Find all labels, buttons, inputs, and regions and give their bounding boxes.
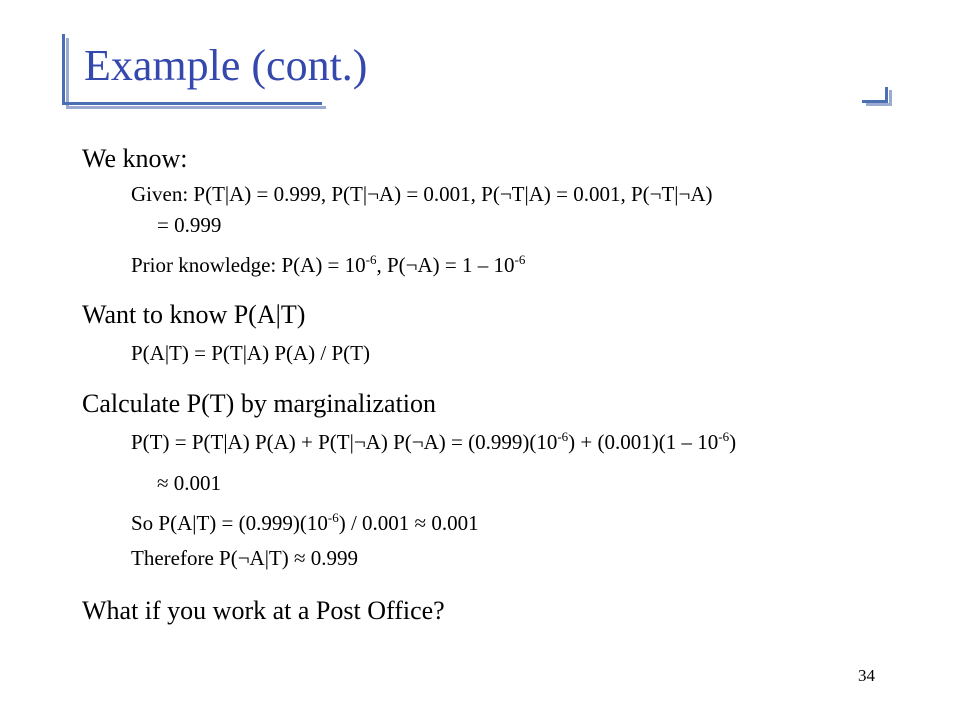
title-bracket-shadow <box>66 38 69 109</box>
prior-text-b: , P(¬A) = 1 – 10 <box>376 253 515 277</box>
so-text-b: ) / 0.001 ≈ 0.001 <box>338 511 479 535</box>
prior-exponent-2: -6 <box>514 252 526 267</box>
marg-text-c: ) <box>729 430 737 454</box>
marg-text-a: P(T) = P(T|A) P(A) + P(T|¬A) P(¬A) = (0.999)(10 <box>131 430 558 454</box>
bayes-line: P(A|T) = P(T|A) P(A) / P(T) <box>131 341 370 365</box>
bullet-post-office: What if you work at a Post Office? <box>82 596 445 625</box>
title-bracket <box>62 34 65 105</box>
marginalization-line <box>131 430 736 455</box>
bullet-want-to-know: Want to know P(A|T) <box>82 300 306 329</box>
so-exponent: -6 <box>327 510 339 525</box>
title-bracket-foot <box>62 102 322 105</box>
marg-exponent-2: -6 <box>718 429 730 444</box>
therefore-line: Therefore P(¬A|T) ≈ 0.999 <box>131 546 359 570</box>
slide-title: Example (cont.) <box>84 41 368 90</box>
prior-exponent-1: -6 <box>365 252 377 267</box>
page-number: 34 <box>858 666 875 685</box>
so-line <box>131 511 479 536</box>
bullet-we-know: We know: <box>82 144 188 173</box>
bullet-calculate: Calculate P(T) by marginalization <box>82 389 437 418</box>
prior-knowledge-line <box>131 253 525 278</box>
marg-exponent-1: -6 <box>557 429 569 444</box>
title-bracket-shadow-foot <box>66 106 326 109</box>
so-text-a: So P(A|T) = (0.999)(10 <box>131 511 328 535</box>
corner-bracket-foot <box>862 100 888 103</box>
prior-text-a: Prior knowledge: P(A) = 10 <box>131 253 366 277</box>
marg-text-b: ) + (0.001)(1 – 10 <box>568 430 719 454</box>
given-line-2: = 0.999 <box>157 213 222 237</box>
given-line-1: Given: P(T|A) = 0.999, P(T|¬A) = 0.001, P(¬T|A) = 0.001, P(¬T|¬A) <box>131 182 713 206</box>
corner-bracket-shadow-foot <box>866 103 892 106</box>
marginalization-approx: ≈ 0.001 <box>157 471 222 495</box>
